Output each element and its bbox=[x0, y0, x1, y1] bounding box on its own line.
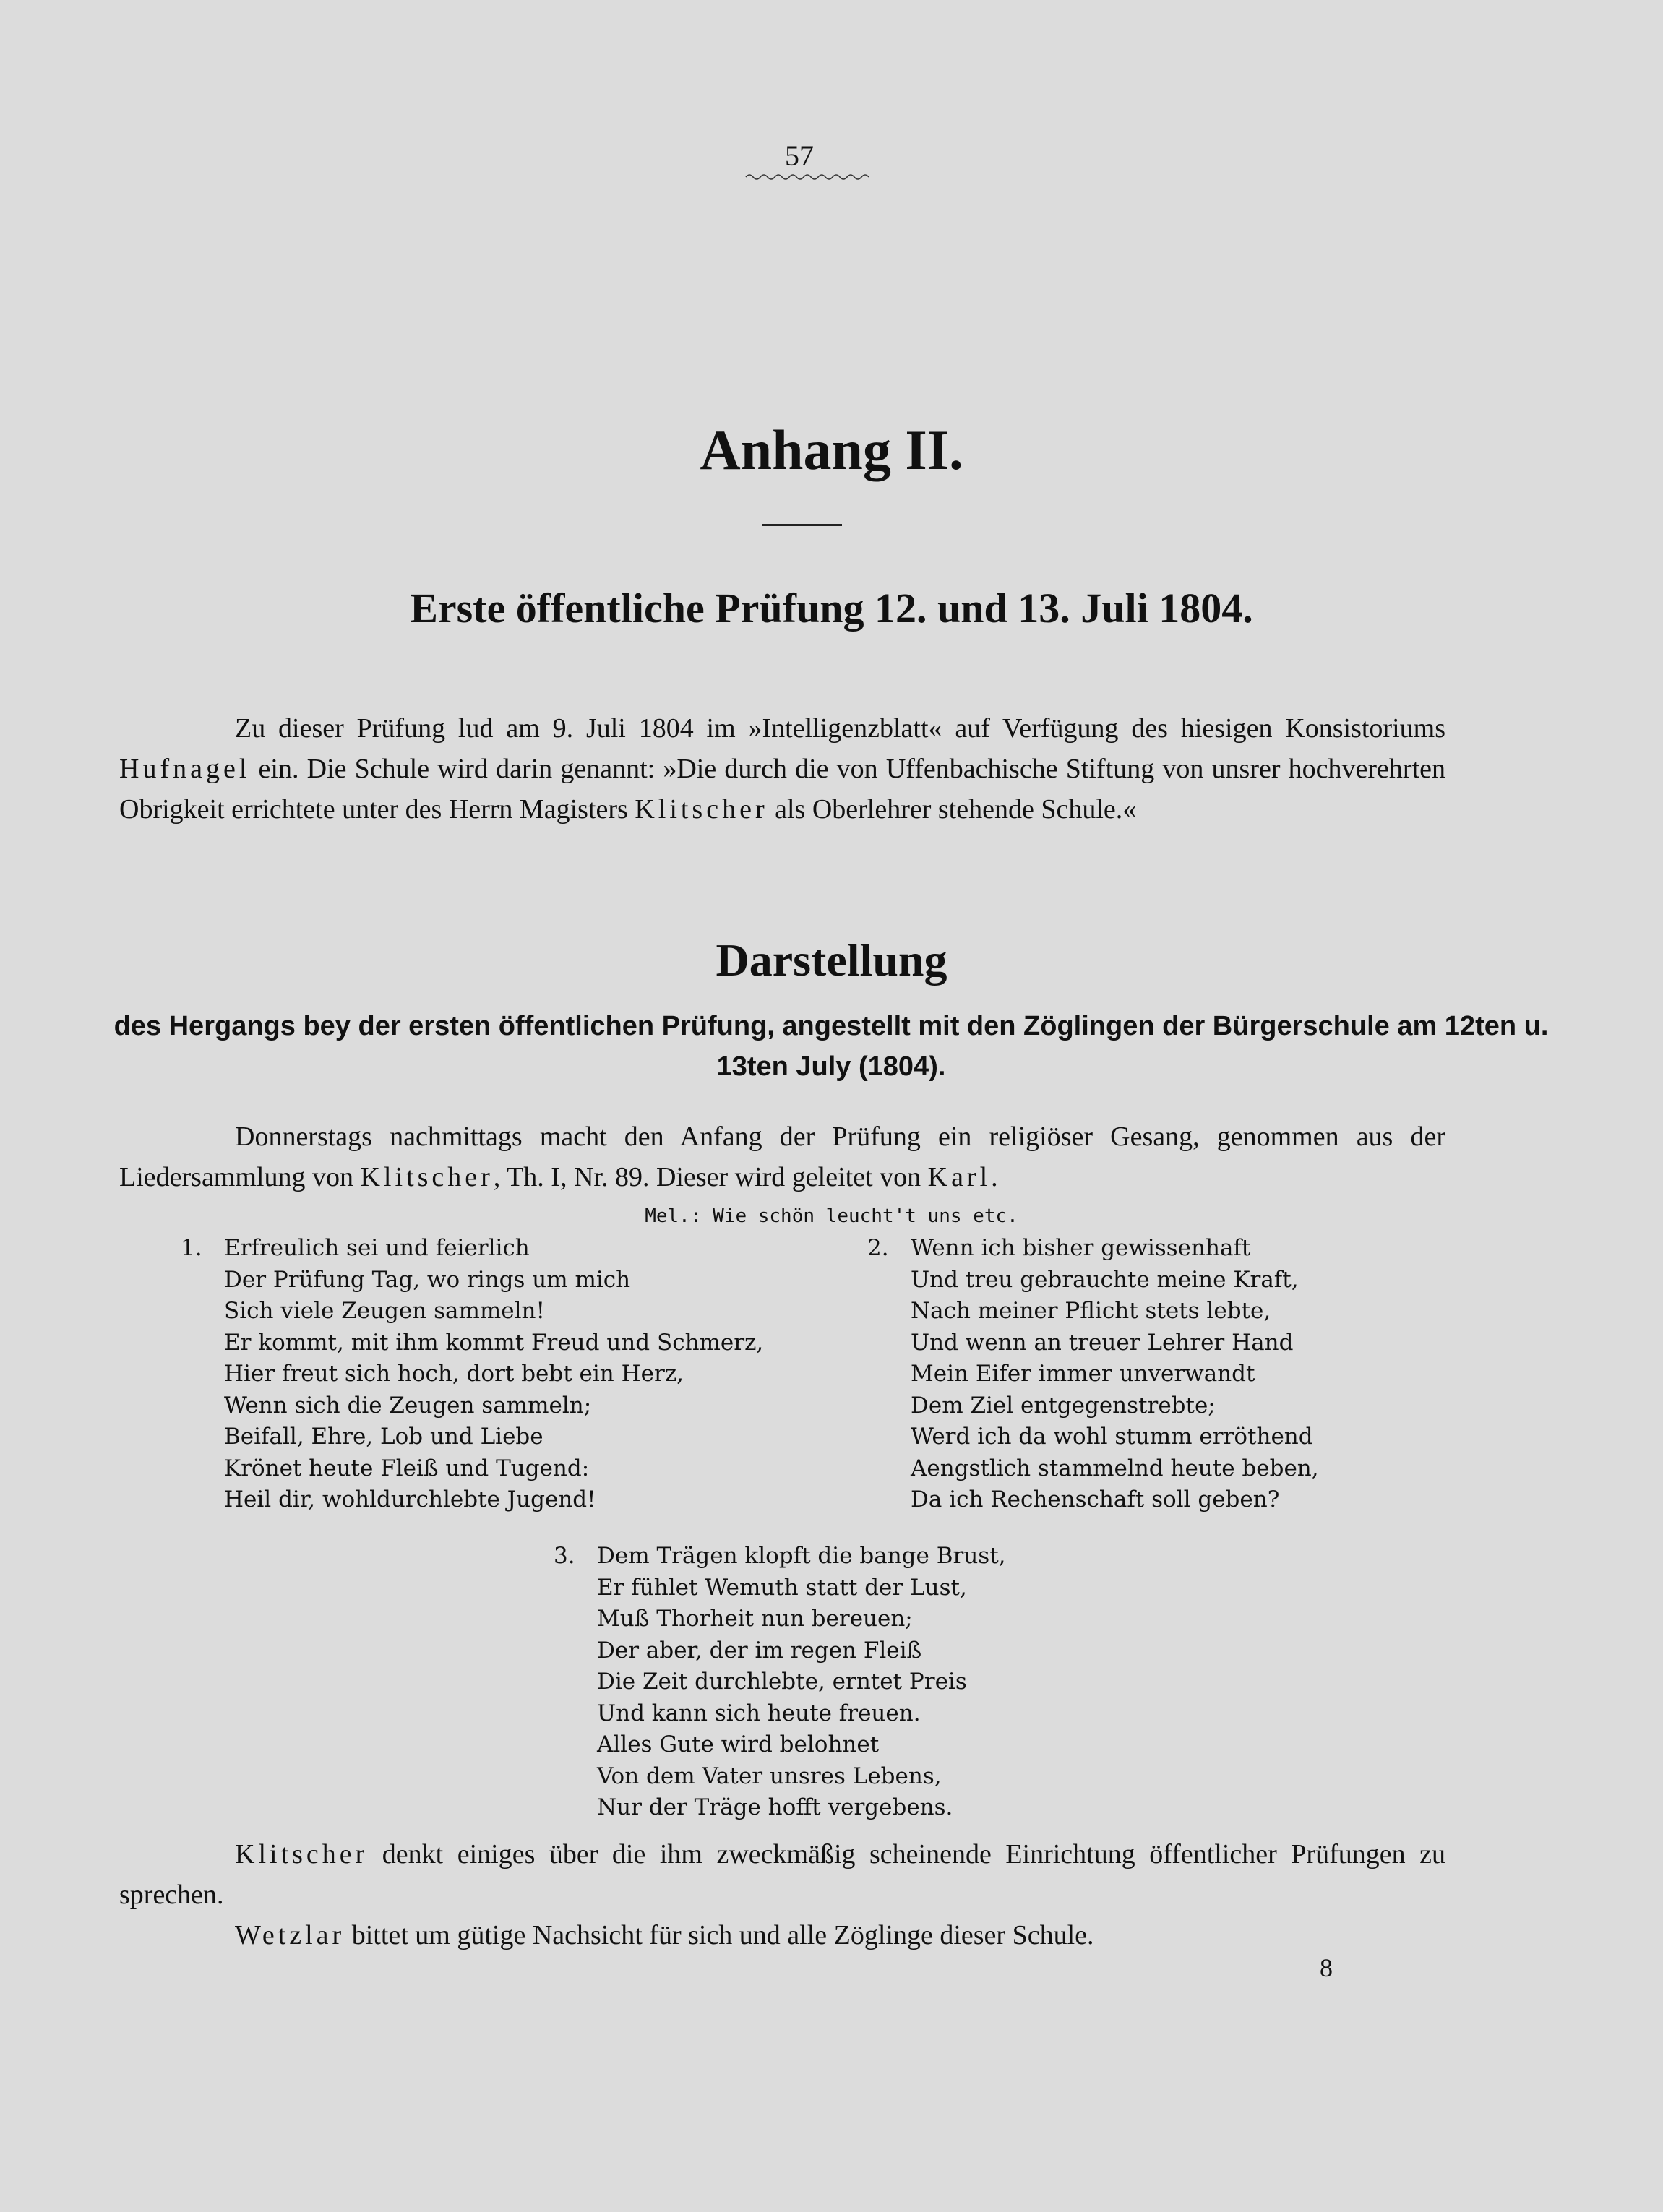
verse-line: Und treu gebrauchte meine Kraft, bbox=[911, 1266, 1299, 1293]
title-divider bbox=[762, 524, 842, 526]
verse-line: Und wenn an treuer Lehrer Hand bbox=[911, 1329, 1294, 1356]
page-number: 57 bbox=[785, 139, 814, 172]
section-heading: Erste öffentliche Prüfung 12. und 13. Juli 1804. bbox=[410, 585, 1253, 632]
stanza-number: 2. bbox=[867, 1235, 889, 1261]
intro-text-2: ein. Die Schule wird darin genannt: »Die durch die von Uffenbachische Stiftung von unsrer hochverehrten Obrigkeit errichtete unter des Herrn Magisters bbox=[119, 754, 1445, 825]
intro-text-1: Zu dieser Prüfung lud am 9. Juli 1804 im »Intelligenzblatt« auf Verfügung des hiesigen Konsistoriums bbox=[235, 713, 1445, 744]
verse-line: Aengstlich stammelnd heute beben, bbox=[911, 1455, 1319, 1481]
verse-line: Er kommt, mit ihm kommt Freud und Schmerz, bbox=[224, 1329, 764, 1356]
melody-note: Mel.: Wie schön leucht't uns etc. bbox=[645, 1205, 1018, 1227]
verse-line: Heil dir, wohldurchlebte Jugend! bbox=[224, 1486, 596, 1512]
verse-line: Erfreulich sei und feierlich bbox=[224, 1235, 530, 1261]
narrative-text-1: Donnerstags nachmittags macht den Anfang der Prüfung ein religiöser Gesang, genommen aus der Liedersammlung von bbox=[119, 1122, 1445, 1192]
verse-line: Die Zeit durchlebte, erntet Preis bbox=[597, 1669, 967, 1695]
verse-line: Werd ich da wohl stumm erröthend bbox=[911, 1424, 1313, 1450]
verse-line: Hier freut sich hoch, dort bebt ein Herz, bbox=[224, 1361, 684, 1387]
signature-mark: 8 bbox=[1320, 1953, 1333, 1982]
narrative-text-2: , Th. I, Nr. 89. Dieser wird geleitet von bbox=[493, 1162, 928, 1192]
closing-paragraph bbox=[119, 1834, 1445, 1955]
darstellung-subtitle: des Hergangs bey der ersten öffentlichen Prüfung, angestellt mit den Zöglingen der Bürgerschule am 12ten u. 13ten July (1804). bbox=[113, 1011, 1549, 1082]
darstellung-title: Darstellung bbox=[716, 934, 947, 986]
verse-line: Beifall, Ehre, Lob und Liebe bbox=[224, 1424, 543, 1450]
stanza-number: 1. bbox=[181, 1235, 202, 1261]
appendix-title: Anhang II. bbox=[700, 418, 963, 481]
stanza-3 bbox=[554, 1541, 1006, 1824]
narrative-name-karl: Karl bbox=[927, 1162, 992, 1192]
verse-line: Dem Trägen klopft die bange Brust, bbox=[597, 1543, 1006, 1569]
closing-name-wetzlar: Wetzlar bbox=[235, 1920, 345, 1950]
intro-name-hufnagel: Hufnagel bbox=[119, 754, 251, 784]
verse-line: Nach meiner Pflicht stets lebte, bbox=[911, 1298, 1271, 1324]
closing-line-2 bbox=[119, 1915, 1445, 1955]
verse-line: Dem Ziel entgegenstrebte; bbox=[911, 1392, 1216, 1419]
verse-line: Der Prüfung Tag, wo rings um mich bbox=[224, 1266, 631, 1293]
intro-paragraph bbox=[119, 708, 1445, 830]
page-number-ornament bbox=[744, 172, 871, 182]
intro-name-klitscher: Klitscher bbox=[635, 794, 768, 825]
closing-text-1: denkt einiges über die ihm zweckmäßig scheinende Einrichtung öffentlicher Prüfungen zu sprechen. bbox=[119, 1839, 1445, 1910]
verse-line: Da ich Rechenschaft soll geben? bbox=[911, 1486, 1280, 1512]
stanza-2 bbox=[867, 1233, 1319, 1516]
verse-line: Krönet heute Fleiß und Tugend: bbox=[224, 1455, 590, 1481]
closing-line-1 bbox=[119, 1834, 1445, 1915]
stanza-1 bbox=[181, 1233, 764, 1516]
verse-line: Von dem Vater unsres Lebens, bbox=[597, 1763, 942, 1789]
narrative-text-3: . bbox=[991, 1162, 998, 1192]
verse-line: Wenn ich bisher gewissenhaft bbox=[911, 1235, 1251, 1261]
narrative-paragraph bbox=[119, 1116, 1445, 1197]
verse-line: Und kann sich heute freuen. bbox=[597, 1700, 921, 1726]
verse-line: Muß Thorheit nun bereuen; bbox=[597, 1606, 913, 1632]
narrative-name-klitscher: Klitscher bbox=[360, 1162, 494, 1192]
verse-line: Wenn sich die Zeugen sammeln; bbox=[224, 1392, 592, 1419]
verse-line: Nur der Träge hofft vergebens. bbox=[597, 1794, 953, 1820]
closing-text-2: bittet um gütige Nachsicht für sich und alle Zöglinge dieser Schule. bbox=[345, 1920, 1094, 1950]
verse-line: Er fühlet Wemuth statt der Lust, bbox=[597, 1574, 967, 1601]
verse-line: Alles Gute wird belohnet bbox=[597, 1731, 880, 1757]
verse-line: Der aber, der im regen Fleiß bbox=[597, 1637, 922, 1664]
closing-name-klitscher: Klitscher bbox=[235, 1839, 369, 1869]
verse-line: Sich viele Zeugen sammeln! bbox=[224, 1298, 545, 1324]
verse-line: Mein Eifer immer unverwandt bbox=[911, 1361, 1255, 1387]
intro-text-3: als Oberlehrer stehende Schule.« bbox=[768, 794, 1137, 825]
stanza-number: 3. bbox=[554, 1543, 575, 1569]
